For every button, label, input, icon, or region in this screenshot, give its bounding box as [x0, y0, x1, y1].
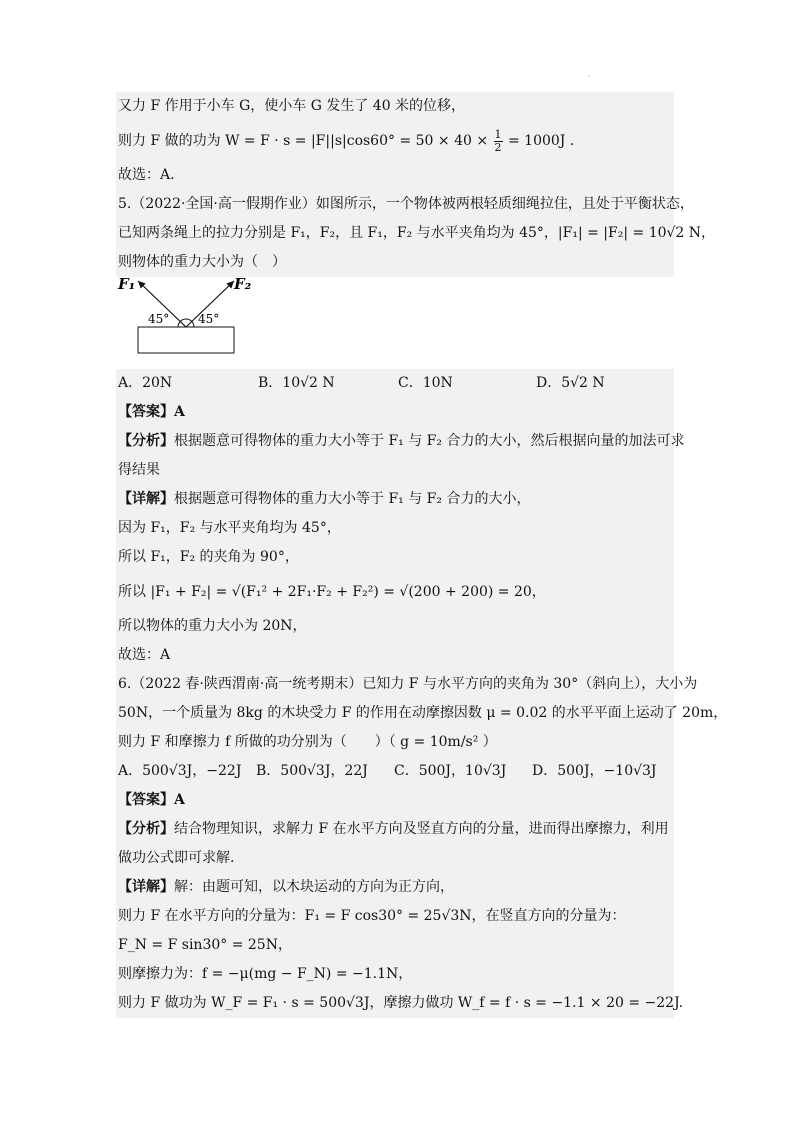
q6-analysis-1 — [116, 815, 674, 844]
q5-option-c: C．10N — [398, 375, 453, 391]
q5-detail-1 — [116, 485, 674, 514]
q6-analysis-label: 【分析】 — [118, 821, 174, 837]
force-diagram — [116, 277, 674, 369]
fraction-denominator: 2 — [494, 140, 502, 154]
q6-answer: 【答案】A — [118, 792, 185, 808]
prev-line-1: 又力 F 作用于小车 G，使小车 G 发生了 40 米的位移， — [118, 98, 466, 114]
angle-arc — [178, 319, 194, 327]
angle-right-label: 45° — [198, 312, 220, 326]
prev-work-result: = 1000J . — [503, 133, 575, 149]
label-f1: F₁ — [118, 277, 136, 293]
prev-line-2 — [116, 121, 674, 161]
q6-detail-4: 则摩擦力为：f = −μ(mg − F_N) = −1.1N， — [118, 966, 413, 982]
q6-detail-5: 则力 F 做功为 W_F = F₁ · s = 500√3J，摩擦力做功 W_f = f · s = −1.1 × 20 = −22J. — [118, 995, 684, 1011]
q5-analysis-1 — [116, 427, 685, 456]
q5-analysis-label: 【分析】 — [118, 433, 174, 449]
document-body — [116, 92, 728, 1018]
q5-detail-3: 所以 F₁，F₂ 的夹角为 90°， — [118, 549, 299, 565]
force-diagram-svg — [116, 277, 416, 369]
q6-analysis-2: 做功公式即可求解. — [118, 850, 235, 866]
q6-option-b: B．500√3J，22J — [256, 763, 368, 779]
q6-analysis-text: 结合物理知识，求解力 F 在水平方向及竖直方向的分量，进而得出摩擦力，利用 — [174, 821, 669, 837]
q6-stem-1: 6.（2022 春·陕西渭南·高一统考期末）已知力 F 与水平方向的夹角为 30°（斜向上），大小为 — [118, 676, 698, 692]
prev-choice: 故选：A. — [118, 167, 175, 183]
q5-detail-4: 所以 |F₁ + F₂| = √(F₁² + 2F₁·F₂ + F₂²) = √(200 + 200) = 20， — [118, 584, 546, 600]
q5-detail-text: 根据题意可得物体的重力大小等于 F₁ 与 F₂ 合力的大小， — [174, 491, 531, 507]
q6-detail-3: F_N = F sin30° = 25N， — [118, 937, 292, 953]
q6-option-c: C．500J，10√3J — [394, 763, 507, 779]
prev-work-formula: 则力 F 做的功为 W = F · s = |F||s|cos60° = 50 × 40 × — [118, 133, 493, 149]
q6-options — [116, 757, 674, 786]
fraction-numerator: 1 — [494, 127, 502, 141]
angle-left-label: 45° — [148, 312, 170, 326]
q6-detail-1 — [116, 873, 674, 902]
q5-analysis-text: 根据题意可得物体的重力大小等于 F₁ 与 F₂ 合力的大小，然后根据向量的加法可求 — [174, 433, 685, 449]
q5-answer: 【答案】A — [118, 404, 185, 420]
q6-option-d: D．500J，−10√3J — [532, 763, 657, 779]
q5-stem-1: 5.（2022·全国·高一假期作业）如图所示，一个物体被两根轻质细绳拉住，且处于平衡状态， — [118, 196, 694, 212]
q5-choice: 故选：A — [118, 647, 171, 663]
q5-stem-2: 已知两条绳上的拉力分别是 F₁，F₂，且 F₁，F₂ 与水平夹角均为 45°，|F₁| = |F₂| = 10√2 N， — [118, 225, 716, 241]
corner-mark: · — [588, 72, 591, 81]
q5-analysis-2: 得结果 — [118, 462, 160, 478]
q5-stem-3: 则物体的重力大小为（ ） — [118, 254, 286, 270]
q5-option-a: A．20N — [118, 375, 173, 391]
q6-detail-label: 【详解】 — [118, 879, 174, 895]
q6-option-a: A．500√3J，−22J — [118, 763, 242, 779]
fraction-half — [494, 129, 503, 154]
q5-detail-2: 因为 F₁，F₂ 与水平夹角均为 45°， — [118, 520, 341, 536]
label-f2: F₂ — [234, 277, 252, 293]
q6-detail-text: 解：由题可知，以木块运动的方向为正方向， — [174, 879, 454, 895]
q5-option-b: B．10√2 N — [258, 375, 335, 391]
q5-detail-label: 【详解】 — [118, 491, 174, 507]
q5-option-d: D．5√2 N — [536, 375, 605, 391]
block-body — [138, 327, 234, 353]
q5-options — [116, 369, 674, 398]
q6-stem-2: 50N，一个质量为 8kg 的木块受力 F 的作用在动摩擦因数 μ = 0.02 的水平平面上运动了 20m， — [118, 705, 728, 721]
q6-detail-2: 则力 F 在水平方向的分量为：F₁ = F cos30° = 25√3N，在竖直方向的分量为： — [118, 908, 626, 924]
q5-detail-5: 所以物体的重力大小为 20N， — [118, 618, 307, 634]
q6-stem-3: 则力 F 和摩擦力 f 所做的功分别为（ ）（ g = 10m/s² ） — [118, 734, 497, 750]
